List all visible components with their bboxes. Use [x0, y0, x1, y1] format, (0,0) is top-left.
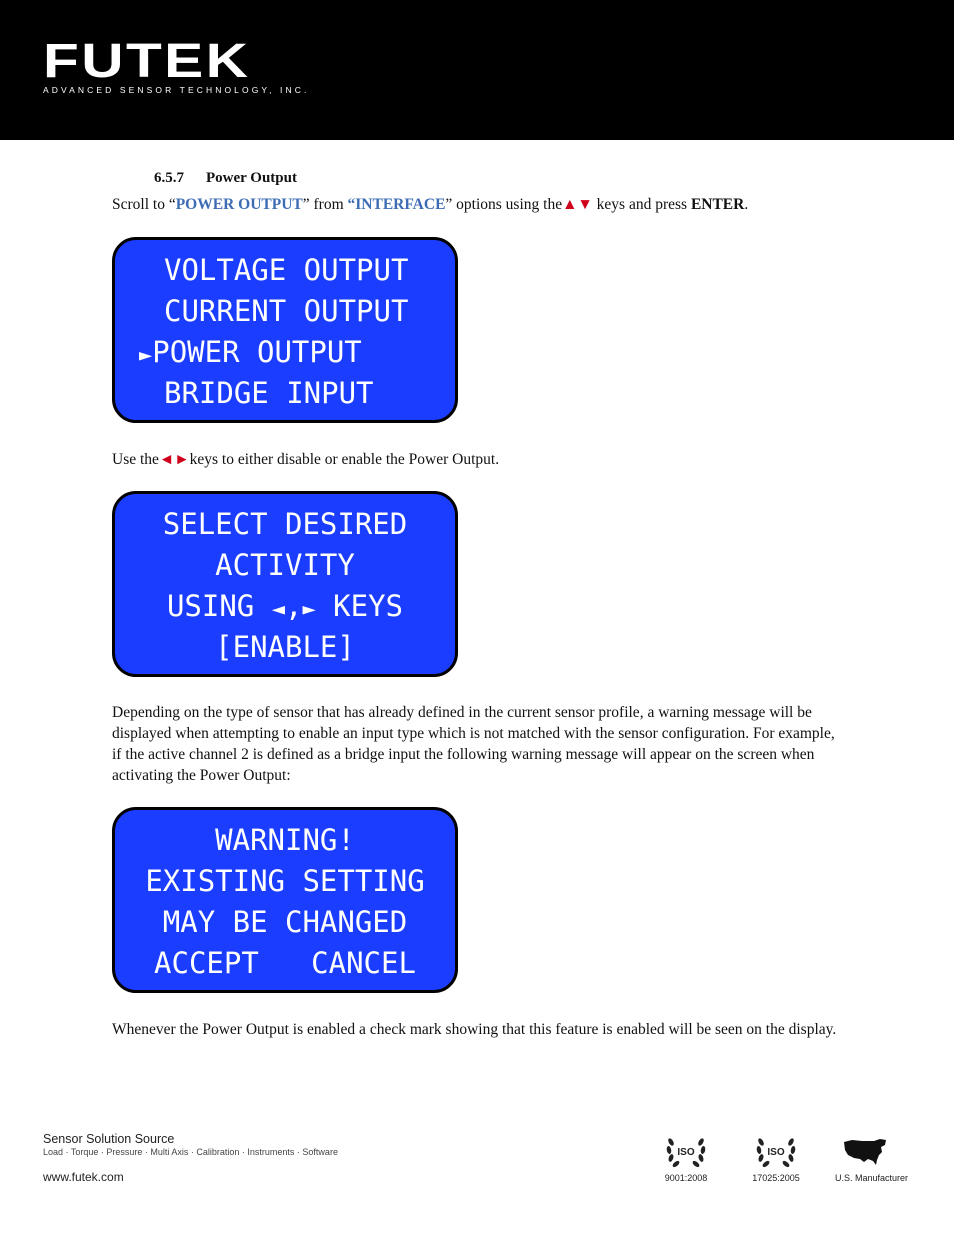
left-right-keys-icon: ◄►: [158, 451, 190, 468]
page-header: [0, 0, 954, 140]
lcd-warning: [112, 807, 458, 993]
usa-map-icon: [840, 1132, 890, 1170]
footer-title: Sensor Solution Source: [43, 1132, 175, 1146]
us-manufacturer-badge: [835, 1132, 909, 1183]
lcd-menu-item: BRIDGE INPUT: [164, 376, 374, 410]
footer-subtitle: Load · Torque · Pressure · Multi Axis · Calibration · Instruments · Software: [43, 1147, 338, 1157]
iso-9001-badge: [656, 1132, 716, 1183]
badge-caption: 9001:2008: [664, 1173, 708, 1183]
logo-tagline: ADVANCED SENSOR TECHNOLOGY, INC.: [43, 85, 310, 95]
lcd-line: EXISTING SETTING: [145, 864, 425, 898]
lcd-menu-item: VOLTAGE OUTPUT: [164, 253, 409, 287]
badge-caption: 17025:2005: [752, 1173, 800, 1183]
right-arrow-icon: ►: [302, 597, 316, 622]
badge-caption: U.S. Manufacturer: [835, 1173, 909, 1183]
pointer-arrow-icon: ►: [139, 343, 153, 368]
iso-17025-badge: [746, 1132, 806, 1183]
lcd-line: USING ◄,► KEYS: [166, 589, 404, 623]
page-footer: [0, 1128, 954, 1235]
checkmark-note: Whenever the Power Output is enabled a check mark showing that this feature is enabled will be seen on the display.: [112, 1021, 837, 1038]
lcd-line: MAY BE CHANGED: [162, 905, 408, 939]
lcd-select-activity: [112, 491, 458, 677]
lcd-line: ACTIVITY: [215, 548, 355, 582]
enter-key-term: ENTER: [690, 196, 745, 213]
svg-text:ISO: ISO: [767, 1147, 785, 1158]
up-down-keys-icon: ▲▼: [562, 196, 593, 213]
lcd-line: WARNING!: [215, 823, 355, 857]
section-heading: [154, 170, 297, 187]
instruction-scroll: Scroll to “POWER OUTPUT” from “INTERFACE” options using the▲▼ keys and press ENTER.: [112, 196, 749, 213]
interface-term: “INTERFACE: [347, 196, 446, 213]
left-arrow-icon: ◄: [271, 597, 285, 622]
lcd-menu-item: CURRENT OUTPUT: [164, 294, 409, 328]
section-number: 6.5.7: [154, 170, 184, 186]
lcd-menu-item-selected: ►POWER OUTPUT: [139, 335, 362, 369]
lcd-line: [ENABLE]: [215, 630, 355, 664]
lcd-interface-menu: [112, 237, 458, 423]
power-output-term: POWER OUTPUT: [175, 196, 303, 213]
lcd-line: ACCEPT CANCEL: [154, 946, 416, 980]
warning-explanation: Depending on the type of sensor that has already defined in the current sensor profile, a warning message will be displayed when attempting to enable an input type which is not matched with the sensor configuration. For example, if the active channel 2 is defined as a bridge input the following warning message will appear on the screen when activating the Power Output:: [112, 704, 835, 784]
section-title: Power Output: [206, 170, 297, 186]
footer-website: www.futek.com: [43, 1170, 124, 1184]
svg-text:ISO: ISO: [677, 1147, 695, 1158]
instruction-left-right: Use the◄►keys to either disable or enable the Power Output.: [112, 451, 500, 468]
logo-wordmark: FUTEK: [43, 35, 251, 88]
lcd-line: SELECT DESIRED: [162, 507, 408, 541]
futek-logo: [43, 35, 310, 95]
laurel-icon: [754, 1132, 798, 1170]
laurel-icon: [664, 1132, 708, 1170]
